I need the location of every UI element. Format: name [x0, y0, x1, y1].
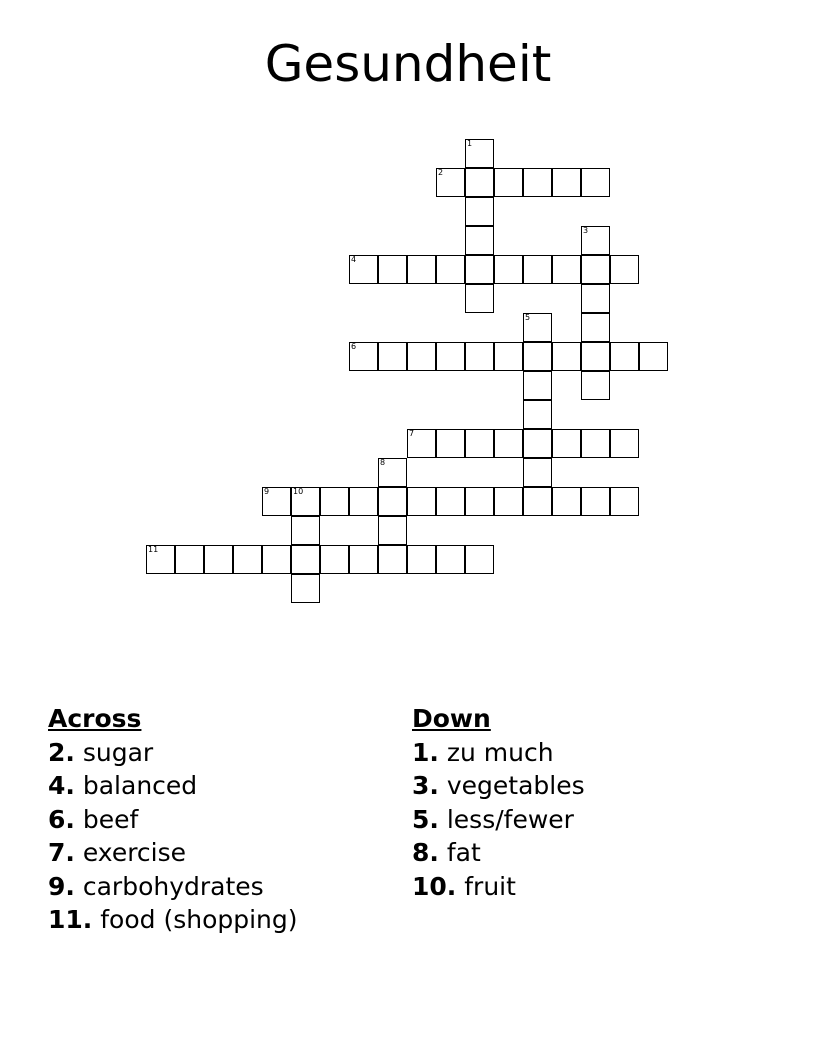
grid-cell[interactable] [378, 342, 407, 371]
clue-number: 2 [438, 168, 444, 177]
clue-number: 3 [583, 226, 589, 235]
grid-cell[interactable] [465, 168, 494, 197]
grid-cell[interactable] [552, 487, 581, 516]
grid-cell[interactable] [407, 342, 436, 371]
grid-cell[interactable] [146, 545, 175, 574]
down-heading: Down [412, 704, 491, 733]
grid-cell[interactable] [581, 487, 610, 516]
grid-cell[interactable] [523, 371, 552, 400]
grid-cell[interactable] [494, 429, 523, 458]
clue-across-9: 9. carbohydrates [48, 871, 264, 901]
grid-cell[interactable] [436, 342, 465, 371]
grid-cell[interactable] [465, 226, 494, 255]
clue-number: 10 [293, 487, 304, 496]
puzzle-title: Gesundheit [264, 35, 552, 93]
grid-cell[interactable] [610, 342, 639, 371]
clue-down-8: 8. fat [412, 838, 481, 867]
grid-cell[interactable] [581, 371, 610, 400]
grid-cell[interactable] [291, 516, 320, 545]
grid-cell[interactable] [349, 255, 378, 284]
grid-cell[interactable] [639, 342, 668, 371]
grid-cell[interactable] [552, 255, 581, 284]
grid-cell[interactable] [378, 545, 407, 574]
grid-cell[interactable] [291, 545, 320, 574]
grid-cell[interactable] [523, 429, 552, 458]
clue-down-1: 1. zu much [412, 737, 554, 767]
grid-cell[interactable] [581, 226, 610, 255]
grid-cell[interactable] [407, 545, 436, 574]
grid-cell[interactable] [436, 545, 465, 574]
grid-cell[interactable] [204, 545, 233, 574]
clue-number: 1 [467, 139, 473, 148]
grid-cell[interactable] [465, 197, 494, 226]
grid-cell[interactable] [523, 342, 552, 371]
grid-cell[interactable] [436, 168, 465, 197]
grid-cell[interactable] [552, 342, 581, 371]
grid-cell[interactable] [233, 545, 262, 574]
grid-cell[interactable] [494, 342, 523, 371]
clue-across-2: 2. sugar [48, 737, 154, 767]
grid-cell[interactable] [465, 487, 494, 516]
clue-number: 8 [380, 458, 386, 467]
clue-across-7: 7. exercise [48, 838, 187, 867]
grid-cell[interactable] [436, 429, 465, 458]
grid-cell[interactable] [494, 168, 523, 197]
grid-cell[interactable] [465, 255, 494, 284]
grid-cell[interactable] [465, 545, 494, 574]
grid-cell[interactable] [494, 255, 523, 284]
clue-across-6: 6. beef [48, 804, 139, 834]
grid-cell[interactable] [581, 429, 610, 458]
grid-cell[interactable] [581, 255, 610, 284]
clue-down-10: 10. fruit [412, 871, 516, 901]
grid-cell[interactable] [610, 429, 639, 458]
grid-cell[interactable] [262, 545, 291, 574]
grid-cell[interactable] [610, 487, 639, 516]
clue-number: 5 [525, 313, 531, 322]
clue-down-5: 5. less/fewer [412, 804, 574, 834]
grid-cell[interactable] [349, 545, 378, 574]
grid-cell[interactable] [552, 168, 581, 197]
clue-number: 6 [351, 342, 357, 351]
grid-cell[interactable] [378, 458, 407, 487]
grid-cell[interactable] [349, 487, 378, 516]
grid-cell[interactable] [465, 429, 494, 458]
grid-cell[interactable] [523, 400, 552, 429]
grid-cell[interactable] [465, 284, 494, 313]
grid-cell[interactable] [610, 255, 639, 284]
across-heading: Across [48, 704, 142, 733]
grid-cell[interactable] [262, 487, 291, 516]
clue-across-4: 4. balanced [48, 771, 198, 800]
grid-cell[interactable] [349, 342, 378, 371]
grid-cell[interactable] [378, 487, 407, 516]
grid-cell[interactable] [581, 342, 610, 371]
grid-cell[interactable] [523, 255, 552, 284]
clue-number: 11 [148, 545, 159, 554]
grid-cell[interactable] [523, 487, 552, 516]
grid-cell[interactable] [407, 429, 436, 458]
grid-cell[interactable] [465, 342, 494, 371]
grid-cell[interactable] [436, 487, 465, 516]
grid-cell[interactable] [291, 487, 320, 516]
clue-down-3: 3. vegetables [412, 771, 585, 800]
grid-cell[interactable] [378, 255, 407, 284]
grid-cell[interactable] [291, 574, 320, 603]
down-clues [412, 702, 585, 903]
grid-cell[interactable] [523, 313, 552, 342]
grid-cell[interactable] [523, 458, 552, 487]
grid-cell[interactable] [378, 516, 407, 545]
clue-number: 9 [264, 487, 270, 496]
grid-cell[interactable] [320, 545, 349, 574]
clue-number: 4 [351, 255, 357, 264]
grid-cell[interactable] [494, 487, 523, 516]
across-clues [48, 702, 298, 937]
clue-across-11: 11. food (shopping) [48, 905, 298, 934]
grid-cell[interactable] [581, 284, 610, 313]
grid-cell[interactable] [175, 545, 204, 574]
grid-cell[interactable] [581, 168, 610, 197]
grid-cell[interactable] [407, 487, 436, 516]
grid-cell[interactable] [523, 168, 552, 197]
grid-cell[interactable] [552, 429, 581, 458]
grid-cell[interactable] [581, 313, 610, 342]
grid-cell[interactable] [320, 487, 349, 516]
grid-cell[interactable] [436, 255, 465, 284]
grid-cell[interactable] [407, 255, 436, 284]
grid-cell[interactable] [465, 139, 494, 168]
clue-number: 7 [409, 429, 415, 438]
